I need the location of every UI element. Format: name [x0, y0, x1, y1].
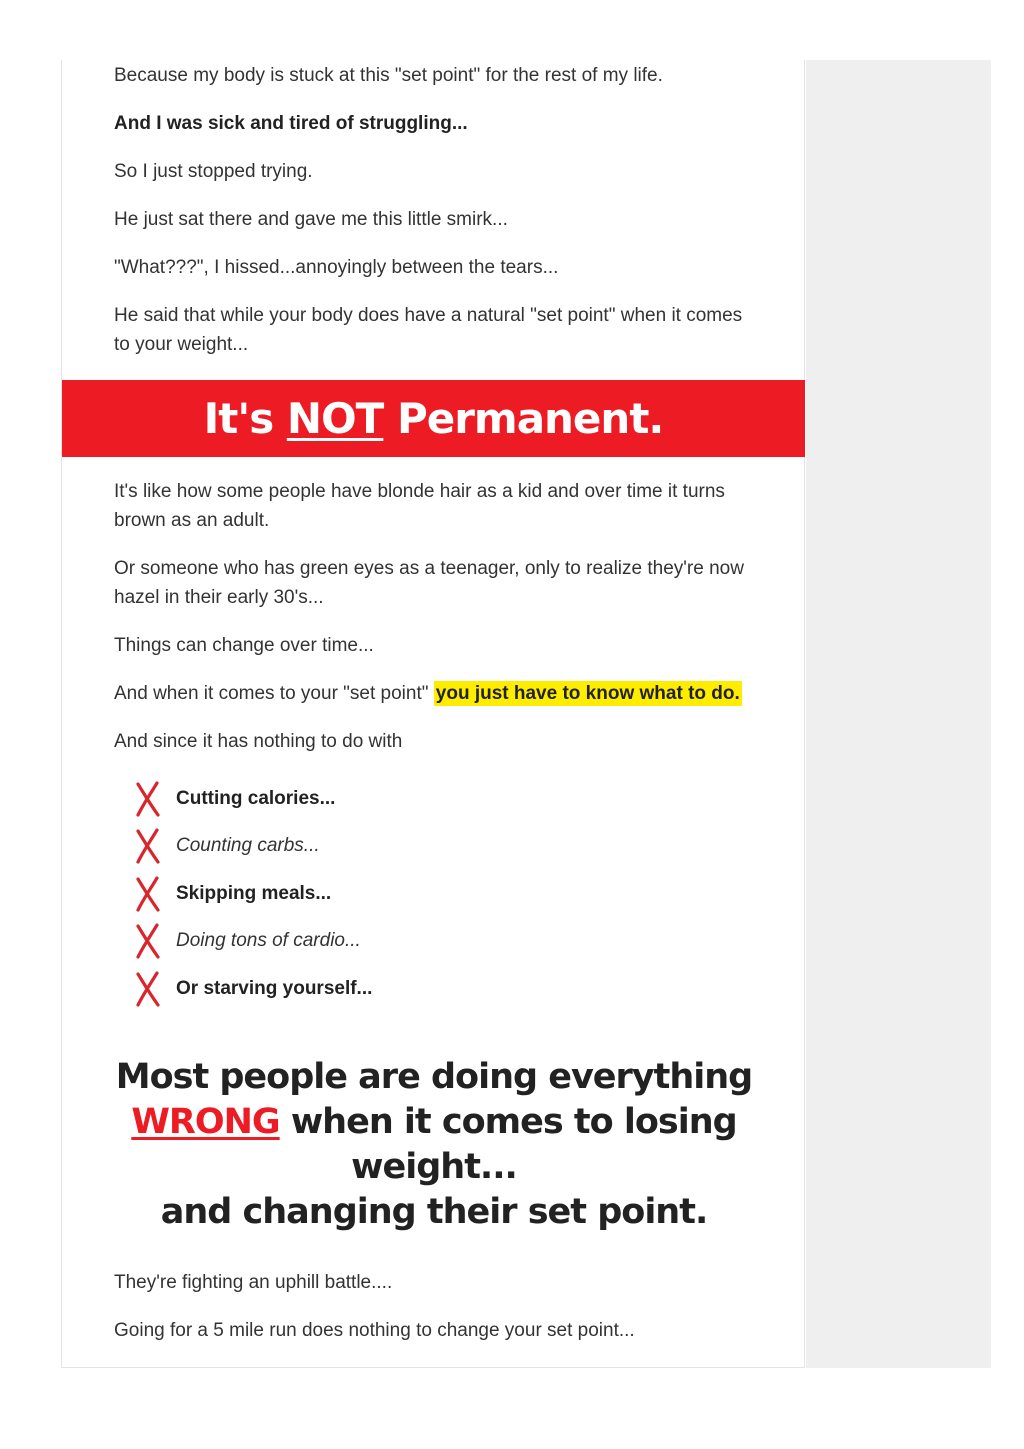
list-item: [134, 870, 754, 918]
red-x-icon: [134, 971, 162, 1007]
headline-wrong-word: WRONG: [131, 1102, 280, 1142]
intro-paragraph-6: He said that while your body does have a natural "set point" when it comes to your weight...: [114, 305, 743, 355]
body-paragraph-4: [114, 679, 754, 708]
right-sidebar: [806, 60, 991, 1368]
banner-text-pre: It's: [203, 394, 287, 443]
intro-paragraph-2: And I was sick and tired of struggling...: [114, 113, 468, 134]
red-headline-banner: [62, 380, 805, 457]
red-x-icon: [134, 876, 162, 912]
section-headline: [114, 1055, 754, 1235]
article-column: [61, 60, 805, 1368]
headline-line-2: [114, 1100, 754, 1190]
list-item: [134, 775, 754, 823]
red-x-icon: [134, 781, 162, 817]
list-item: [134, 823, 754, 871]
body-section: [114, 477, 754, 1013]
banner-text-underlined: NOT: [286, 394, 384, 443]
banner-headline: [204, 394, 664, 443]
list-item-text: Counting carbs...: [176, 835, 320, 857]
red-x-icon: [134, 923, 162, 959]
body-paragraph-1: It's like how some people have blonde hair as a kid and over time it turns brown as an adult.: [114, 481, 725, 531]
intro-paragraph-3: So I just stopped trying.: [114, 161, 313, 182]
intro-paragraph-4: He just sat there and gave me this little smirk...: [114, 209, 508, 230]
intro-paragraph-1: Because my body is stuck at this "set point" for the rest of my life.: [114, 65, 663, 86]
list-item-text: Doing tons of cardio...: [176, 930, 361, 952]
body-paragraph-4-text: And when it comes to your "set point": [114, 683, 434, 704]
intro-section: [114, 60, 754, 378]
headline-line-2-text: when it comes to losing weight...: [279, 1102, 737, 1187]
list-item-text: Or starving yourself...: [176, 977, 373, 999]
closing-section: [114, 1268, 754, 1364]
list-item: [134, 918, 754, 966]
body-paragraph-3: Things can change over time...: [114, 635, 374, 656]
list-item-text: Skipping meals...: [176, 882, 332, 904]
highlighted-text: you just have to know what to do.: [435, 683, 740, 704]
closing-paragraph-1: They're fighting an uphill battle....: [114, 1272, 393, 1293]
body-paragraph-2: Or someone who has green eyes as a teenager, only to realize they're now hazel in their early 30's...: [114, 558, 744, 608]
body-paragraph-5: And since it has nothing to do with: [114, 731, 403, 752]
banner-text-post: Permanent.: [383, 394, 664, 443]
red-x-icon: [134, 828, 162, 864]
list-item: [134, 965, 754, 1013]
intro-paragraph-5: "What???", I hissed...annoyingly between the tears...: [114, 257, 559, 278]
headline-line-1: Most people are doing everything: [115, 1057, 753, 1097]
headline-line-3: and changing their set point.: [160, 1192, 708, 1232]
x-mark-list: [134, 775, 754, 1013]
list-item-text: Cutting calories...: [176, 787, 336, 809]
closing-paragraph-2: Going for a 5 mile run does nothing to change your set point...: [114, 1320, 635, 1341]
